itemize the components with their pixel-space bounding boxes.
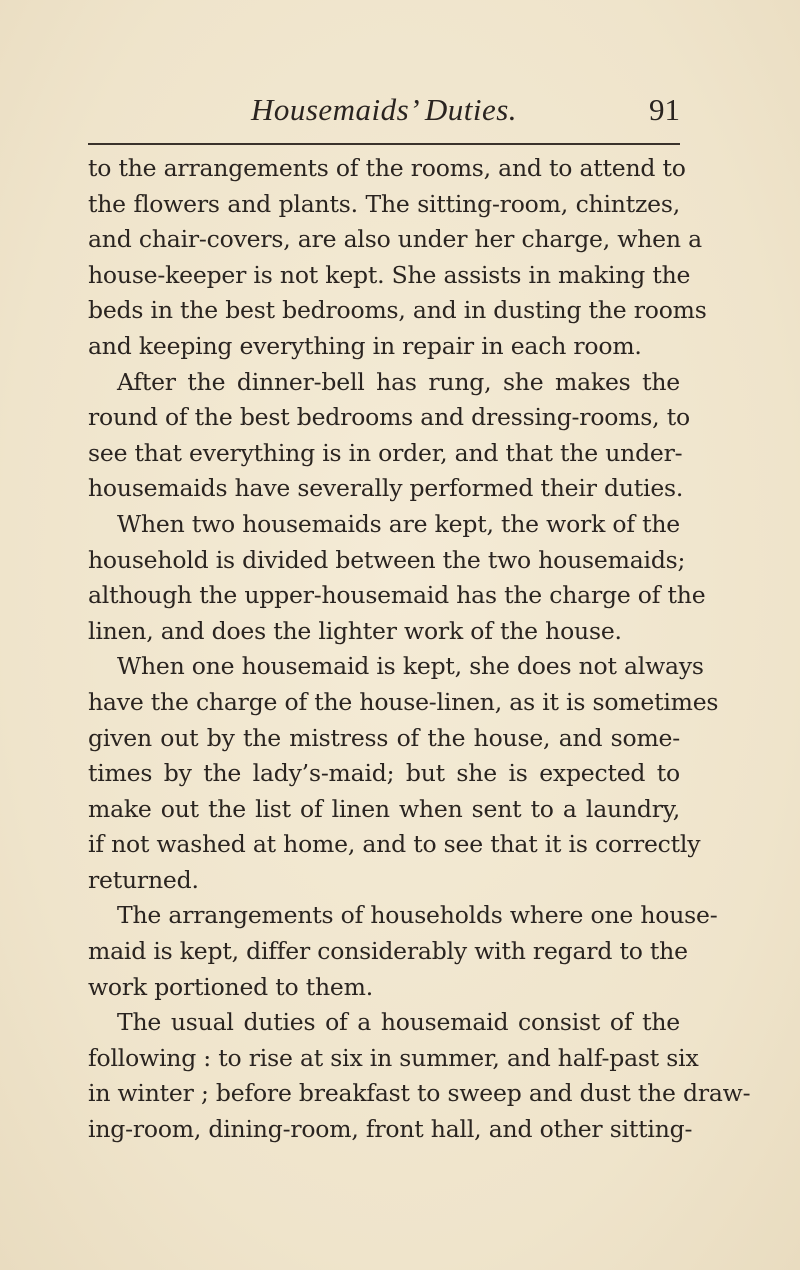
text-line: work portioned to them. — [88, 972, 373, 1001]
text-line: in winter ; before breakfast to sweep and dust the draw- — [88, 1079, 751, 1108]
page-number: 91 — [649, 92, 680, 127]
text-line: When two housemaids are kept, the work of the — [117, 509, 680, 538]
running-title: Housemaids’ Duties. — [250, 92, 518, 127]
text-line: returned. — [88, 865, 199, 894]
text-line: The arrangements of households where one house- — [117, 901, 718, 930]
text-line: given out by the mistress of the house, and some- — [88, 723, 680, 752]
header-rule — [88, 143, 680, 145]
text-line: if not washed at home, and to see that it is correctly — [88, 830, 701, 859]
text-line: beds in the best bedrooms, and in dusting the rooms — [88, 296, 707, 325]
text-line: the flowers and plants. The sitting-room, chintzes, — [88, 189, 680, 218]
text-line: have the charge of the house-linen, as it is sometimes — [88, 687, 719, 716]
text-line: to the arrangements of the rooms, and to attend to — [88, 154, 686, 182]
text-line: although the upper-housemaid has the charge of the — [88, 581, 706, 610]
text-line: house-keeper is not kept. She assists in making the — [88, 260, 691, 289]
running-head — [88, 92, 680, 136]
text-line: When one housemaid is kept, she does not always — [117, 652, 704, 681]
text-line: ing-room, dining-room, front hall, and other sitting- — [88, 1115, 693, 1144]
text-line: After the dinner-bell has rung, she makes the — [117, 367, 680, 396]
text-line: maid is kept, differ considerably with regard to the — [88, 937, 688, 966]
text-line: linen, and does the lighter work of the house. — [88, 616, 622, 645]
text-line: and chair-covers, are also under her charge, when a — [88, 225, 702, 254]
text-line: housemaids have severally performed their duties. — [88, 474, 684, 503]
text-line: times by the lady’s-maid; but she is expected to — [88, 759, 680, 788]
text-line: household is divided between the two housemaids; — [88, 545, 686, 574]
text-line: round of the best bedrooms and dressing-rooms, to — [88, 403, 690, 432]
text-line: see that everything is in order, and that the under- — [88, 438, 683, 467]
text-line: The usual duties of a housemaid consist of the — [117, 1008, 680, 1037]
text-line: make out the list of linen when sent to a laundry, — [88, 794, 680, 823]
text-line: following : to rise at six in summer, and half-past six — [88, 1043, 699, 1072]
text-line: and keeping everything in repair in each room. — [88, 331, 642, 360]
body-text — [88, 151, 751, 1148]
